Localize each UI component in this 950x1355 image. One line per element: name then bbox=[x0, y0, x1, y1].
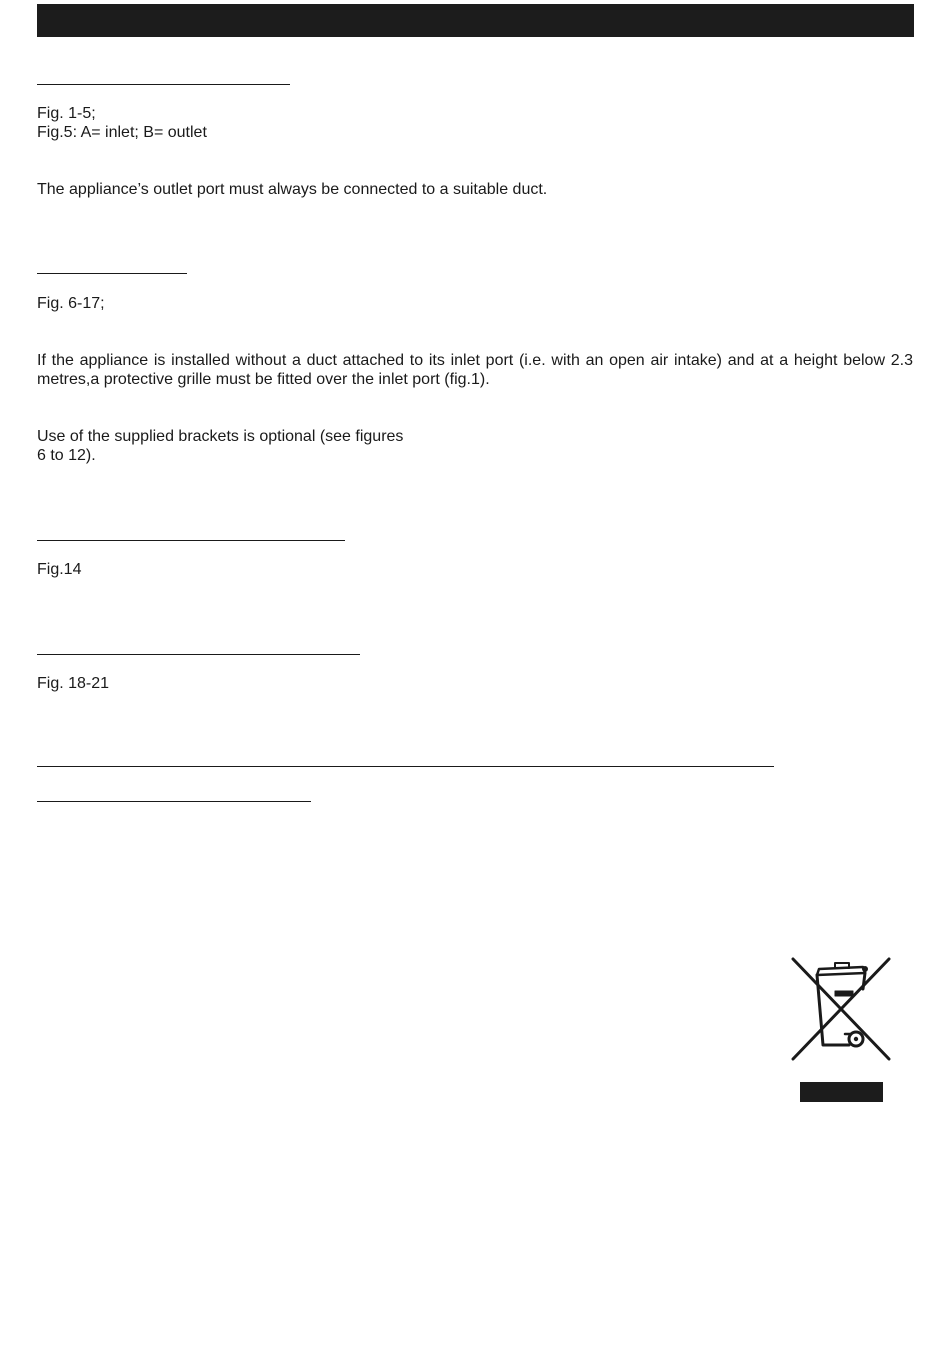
weee-symbol-bar bbox=[800, 1082, 883, 1102]
paragraph-outlet-duct: The appliance’s outlet port must always be connected to a suitable duct. bbox=[37, 181, 548, 198]
caption-fig-1-5: Fig. 1-5; bbox=[37, 105, 96, 122]
caption-fig-18-21: Fig. 18-21 bbox=[37, 675, 110, 692]
section-rule-3 bbox=[37, 540, 345, 541]
caption-fig-14: Fig.14 bbox=[37, 561, 82, 578]
caption-fig-6-17: Fig. 6-17; bbox=[37, 295, 105, 312]
section-rule-6 bbox=[37, 801, 311, 802]
caption-fig-5-legend: Fig.5: A= inlet; B= outlet bbox=[37, 124, 207, 141]
section-rule-4 bbox=[37, 654, 360, 655]
header-bar bbox=[37, 4, 914, 37]
section-rule-2 bbox=[37, 273, 187, 274]
paragraph-brackets-line-1: Use of the supplied brackets is optional (see figures bbox=[37, 428, 404, 445]
section-rule-1 bbox=[37, 84, 290, 85]
section-rule-5 bbox=[37, 766, 774, 767]
crossed-out-wheelie-bin-icon bbox=[787, 955, 895, 1063]
paragraph-inlet-grille: If the appliance is installed without a duct attached to its inlet port (i.e. with an open air intake) and at a height below 2.3 metres,a protective grille must be fitted over the inlet port (fig.1). bbox=[37, 352, 913, 388]
paragraph-brackets-line-2: 6 to 12). bbox=[37, 447, 96, 464]
